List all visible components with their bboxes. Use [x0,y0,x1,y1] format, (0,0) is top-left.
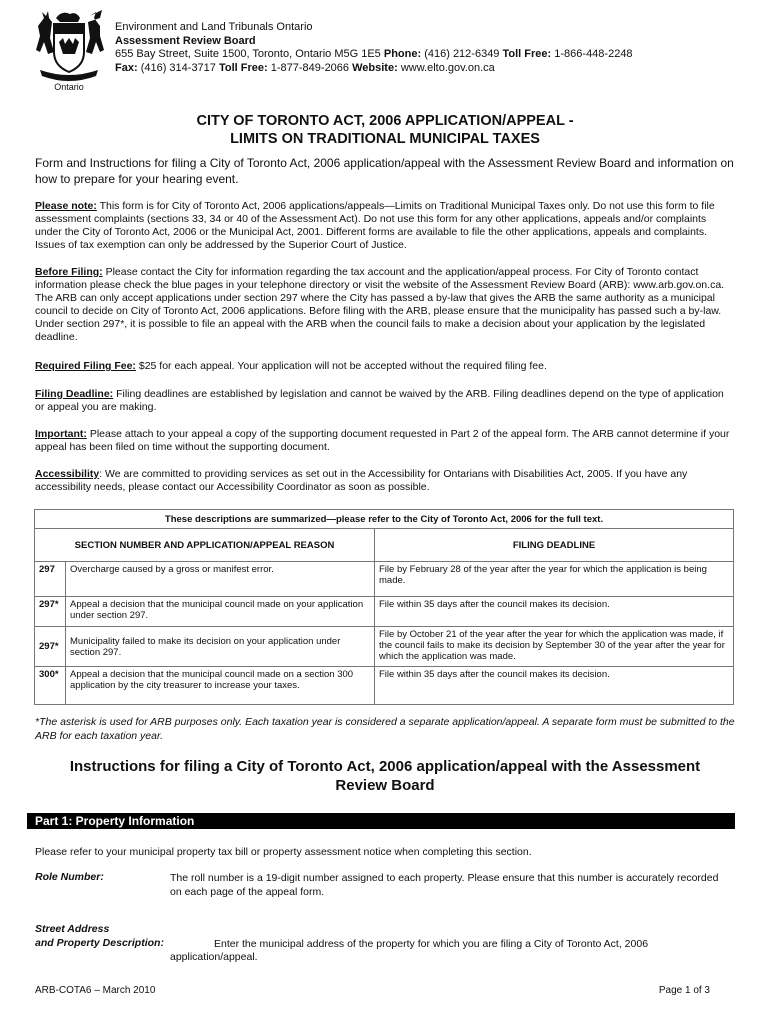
page-number: Page 1 of 3 [658,985,710,996]
table-row [35,667,734,705]
part1-title: Part 1: Property Information [35,814,195,828]
appeal-reason: Appeal a decision that the municipal council made on your application under section 297. [66,597,375,627]
fax: (416) 314-3717 [140,61,216,74]
please-note-paragraph [35,200,735,252]
svg-text:Ontario: Ontario [54,82,84,92]
appeal-reason: Overcharge caused by a gross or manifest error. [66,562,375,597]
before-filing-paragraph [35,266,735,344]
section-number: 297* [35,627,66,667]
street-address-text-cont: application/appeal. [170,951,258,963]
important-label: Important: [35,428,87,440]
table-row [35,627,734,667]
section-number: 297 [35,562,66,597]
accessibility-text: : We are committed to providing services as set out in the Accessibility for Ontarians with Disabilities Act, 2005. If you have any accessibility needs, please contact our Accessibility Coordinator as soon as possible. [35,468,688,493]
street-address-text: Enter the municipal address of the property for which you are filing a City of Toronto Act, 2006 [214,938,649,950]
phone-label: Phone: [383,48,422,60]
tollfree: 1-866-448-2248 [554,48,633,60]
address: 655 Bay Street, Suite 1500, Toronto, Ontario M5G 1E5 [115,48,381,60]
website-label: Website: [352,61,398,74]
deadline-paragraph [35,388,735,414]
phone: (416) 212-6349 [424,48,500,60]
form-id: ARB-COTA6 – March 2010 [35,985,156,996]
board-name: Assessment Review Board [115,34,256,47]
fax-line [115,62,735,76]
filing-deadline: File within 35 days after the council makes its decision. [375,667,734,705]
street-address-label: Street Address [35,923,110,935]
coat-of-arms-icon [30,8,108,92]
part1-section-bar [27,813,735,829]
fee-paragraph [35,360,735,373]
intro-text: Form and Instructions for filing a City of Toronto Act, 2006 application/appeal with the Assessment Review Board and information on how to prepare for your hearing event. [35,156,734,186]
section-number: 297* [35,597,66,627]
agency-header [115,21,735,75]
please-note-text: This form is for City of Toronto Act, 2006 applications/appeals—Limits on Traditional Municipal Taxes only. Do not use this form to file assessment complaints (sections 33, 34 or 40 of the Assessment Act). Do not use this form for any other applications, appeals and/or complaints under the City of Toronto Act, 2006 or the Municipal Act, 2001. Different forms are available to file the other applications, appeals and complaints. Issues of tax exemption can only be addressed by the Superior Court of Justice. [35,200,715,251]
tollfree-label: Toll Free: [502,48,552,60]
fax-tollfree-label: Toll Free: [218,61,268,74]
accessibility-label: Accessibility [35,468,100,480]
address-line [115,48,735,62]
instructions-heading-line-2: Review Board [335,777,435,794]
section-number: 300* [35,667,66,705]
fee-text: $25 for each appeal. Your application will not be accepted without the required filing fee. [135,360,547,372]
agency-name: Environment and Land Tribunals Ontario [115,21,313,33]
before-filing-text: Please contact the City for information regarding the tax account and the application/appeal process. For City of Toronto contact information please check the blue pages in your telephone directory or visit the website of the Assessment Review Board (ARB): www.arb.gov.on.ca. The ARB can only accept applications under section 297 where the City has passed a by-law that gives the ARB the same authority as a municipal council to decide on City of Toronto Act, 2006 applications. Before filing with the ARB, please ensure that the municipality has passed such a by-law. Under section 297*, it is possible to file an appeal with the ARB when the council fails to make a decision about your application by the legislated deadline. [35,266,725,343]
instructions-heading-line-1: Instructions for filing a City of Toronto Act, 2006 application/appeal with the Assessment [69,758,701,775]
role-number-text: The roll number is a 19-digit number assigned to each property. Please ensure that this number is accurately recorded on each page of the appeal form. [170,872,719,898]
deadline-text: Filing deadlines are established by legislation and cannot be waived by the ARB. Filing deadlines depend on the type of application or appeal you are making. [35,388,724,413]
property-description-label: and Property Description: [35,937,164,949]
please-note-label: Please note: [35,200,97,212]
filing-deadline: File by February 28 of the year after the year for which the application is being made. [375,562,734,597]
role-number-label: Role Number: [35,871,104,883]
important-paragraph [35,428,735,454]
table-header-reason: SECTION NUMBER AND APPLICATION/APPEAL REASON [35,529,375,562]
instructions-heading [20,757,750,795]
part1-intro: Please refer to your municipal property tax bill or property assessment notice when completing this section. [35,846,532,858]
table-caption: These descriptions are summarized—please refer to the City of Toronto Act, 2006 for the full text. [35,510,734,529]
title-line-2: LIMITS ON TRADITIONAL MUNICIPAL TAXES [230,131,540,147]
fax-tollfree: 1-877-849-2066 [270,61,350,74]
table-row [35,562,734,597]
fax-label: Fax: [115,61,138,74]
before-filing-label: Before Filing: [35,266,103,278]
deadline-label: Filing Deadline: [35,388,114,400]
accessibility-paragraph [35,468,735,494]
table-header-deadline: FILING DEADLINE [375,529,734,562]
ontario-coat-of-arms-logo [30,8,108,92]
appeal-reason: Appeal a decision that the municipal council made on a section 300 application by the city treasurer to increase your taxes. [66,667,375,705]
document-title [0,112,770,148]
filing-deadline: File by October 21 of the year after the year for which the application was made, if the council fails to make its decision by September 30 of the year after the year for which the application was made. [375,627,734,667]
section-deadline-table [34,509,734,705]
website-link[interactable]: www.elto.gov.on.ca [400,61,495,74]
important-text: Please attach to your appeal a copy of the supporting document requested in Part 2 of the appeal form. The ARB cannot determine if your appeal has been filed on time without the supporting document. [35,428,730,453]
table-row [35,597,734,627]
fee-label: Required Filing Fee: [35,360,136,372]
filing-deadline: File within 35 days after the council makes its decision. [375,597,734,627]
asterisk-note: *The asterisk is used for ARB purposes only. Each taxation year is considered a separate application/appeal. A separate form must be submitted to the ARB for each taxation year. [35,716,735,742]
title-line-1: CITY OF TORONTO ACT, 2006 APPLICATION/APPEAL - [196,113,574,129]
appeal-reason: Municipality failed to make its decision on your application under section 297. [66,627,375,667]
